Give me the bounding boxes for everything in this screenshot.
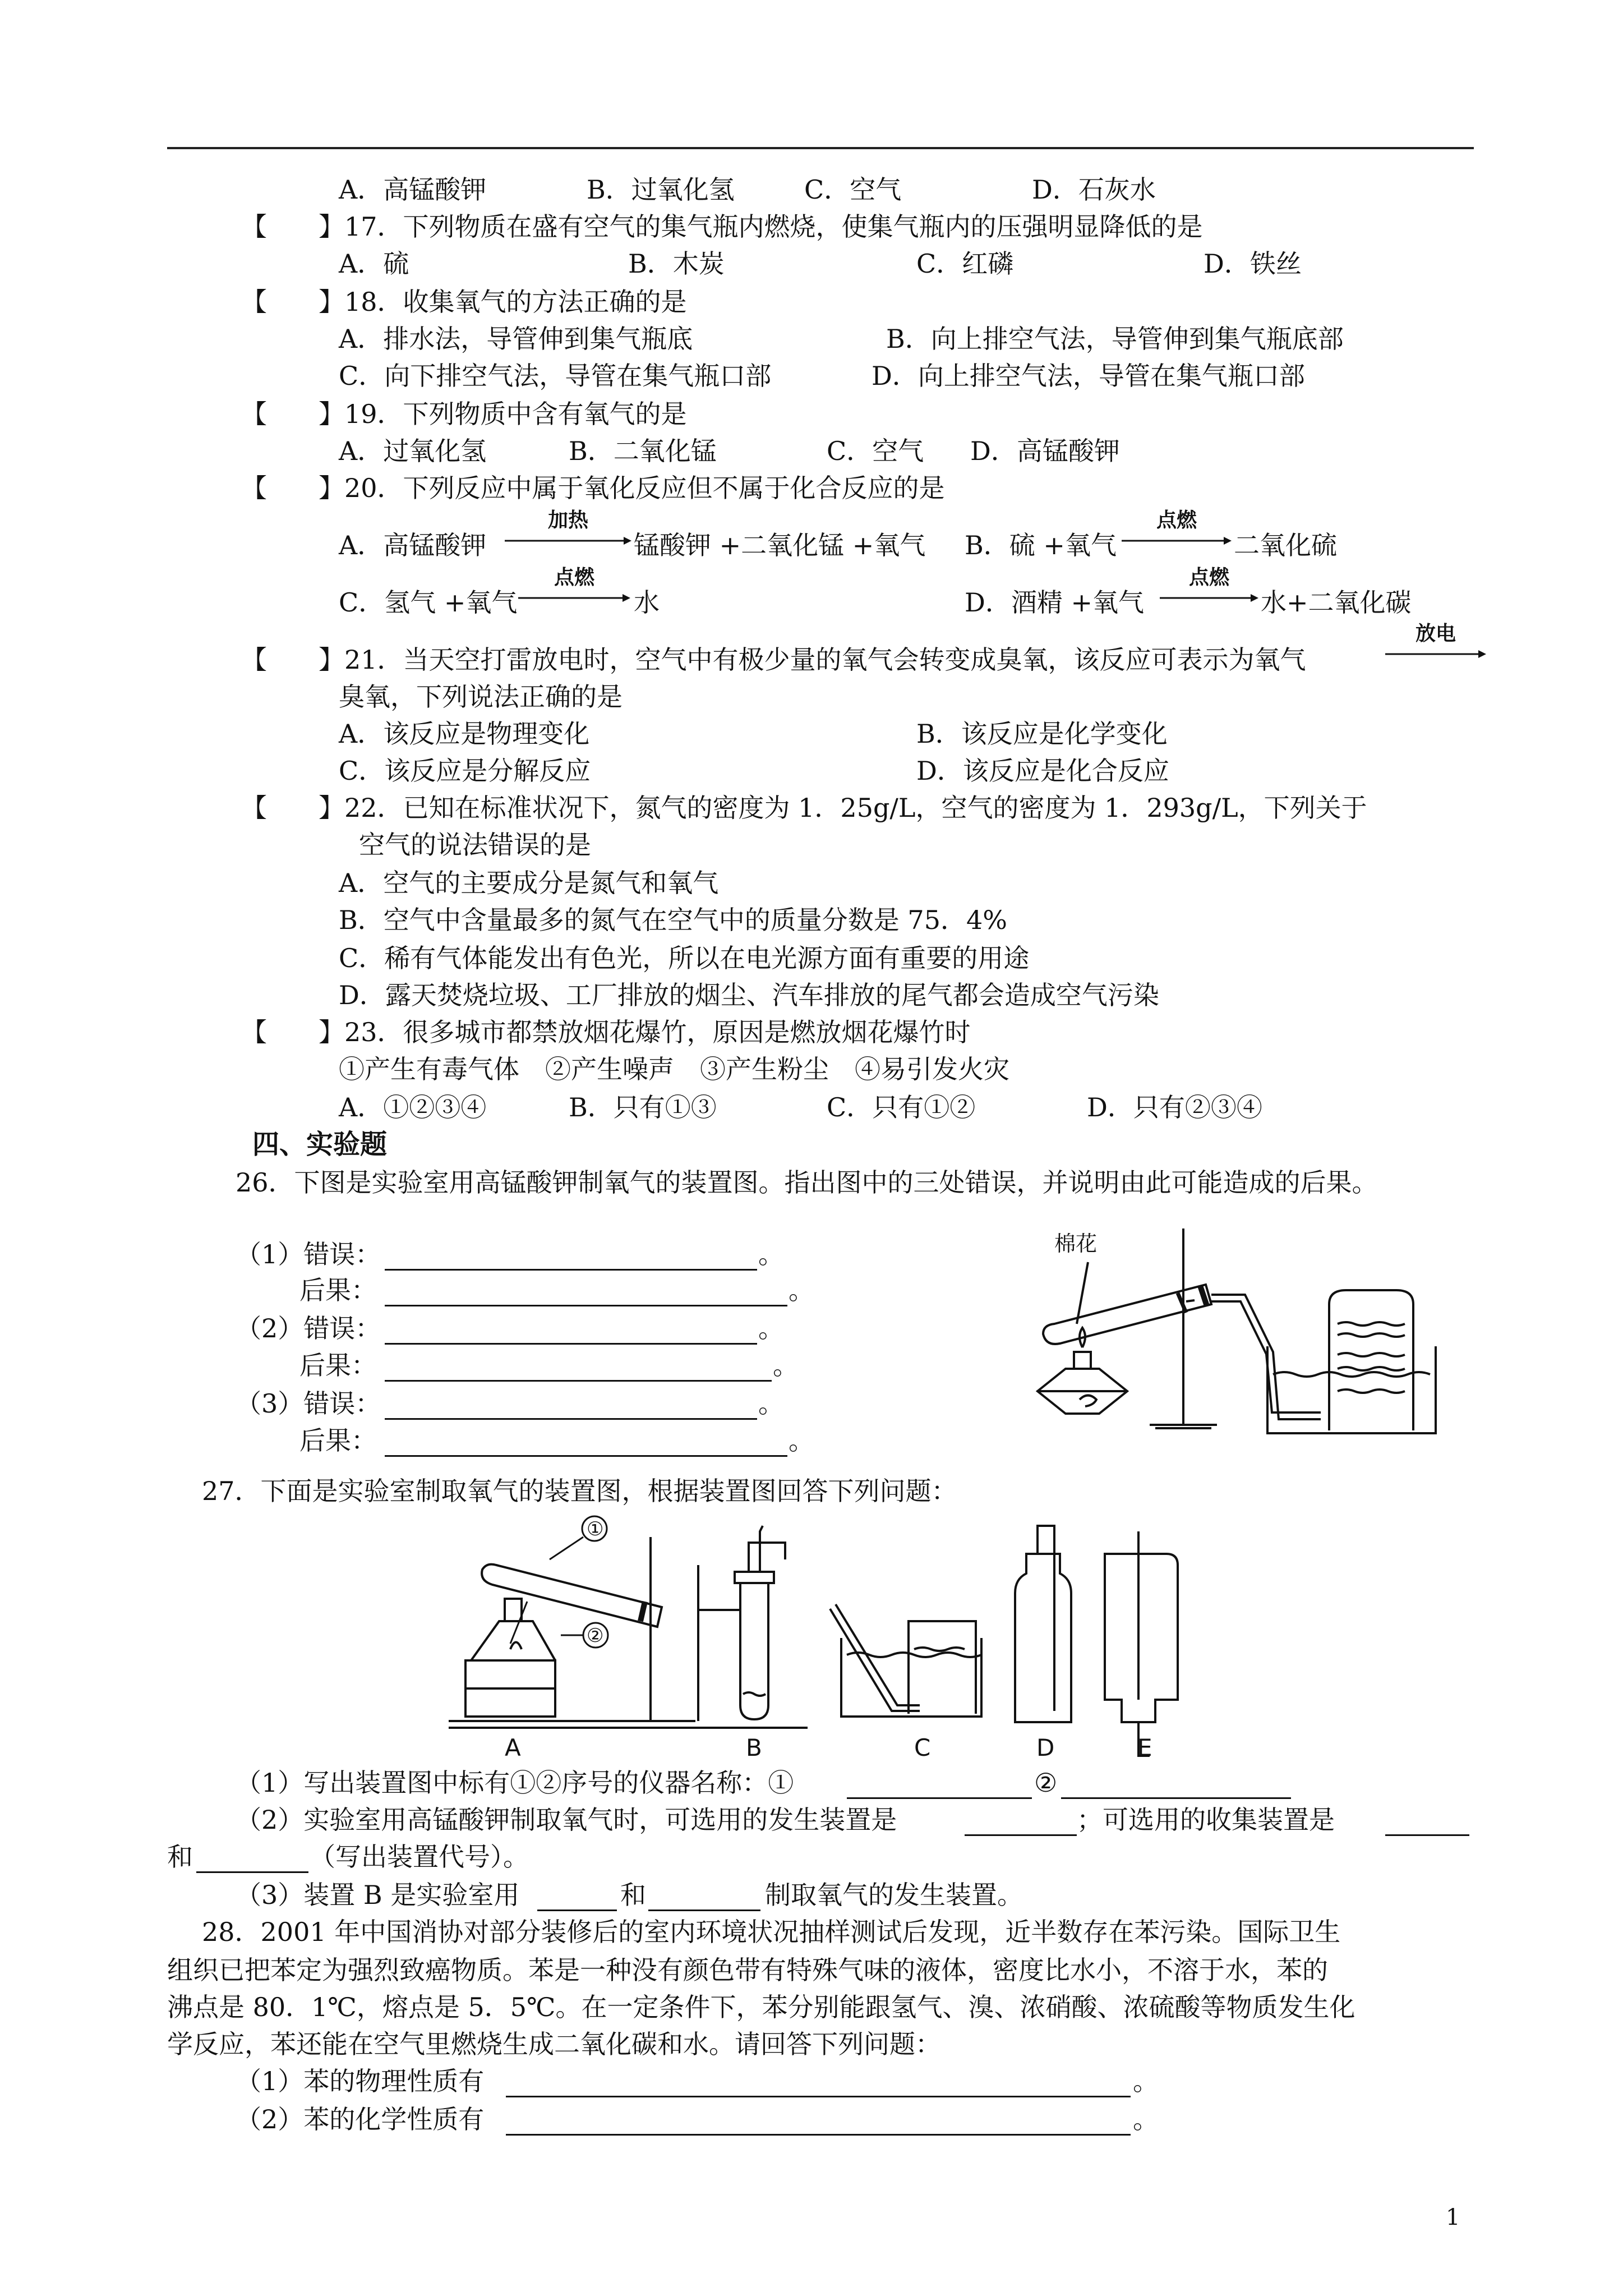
q28-blank-1[interactable]: [506, 2096, 1131, 2097]
arrow-icon: [1385, 646, 1486, 663]
q27-part1: （1）写出装置图中标有①②序号的仪器名称：①: [236, 1768, 794, 1798]
q27-part2-c: 和: [167, 1842, 193, 1872]
q23-opt-d: D．只有②③④: [1087, 1092, 1262, 1122]
q21-opt-c: C．该反应是分解反应: [339, 756, 591, 786]
q21-condition: 放电: [1415, 622, 1456, 645]
q22-opt-b: B．空气中含量最多的氮气在空气中的质量分数是 75．4%: [339, 905, 1007, 935]
q20-c-right: 水: [634, 587, 660, 618]
q27-label-c: C: [914, 1734, 931, 1761]
arrow-icon: [1160, 590, 1258, 607]
q26-stem: 26．下图是实验室用高锰酸钾制氧气的装置图。指出图中的三处错误，并说明由此可能造成的后果。: [236, 1167, 1378, 1198]
q19-stem: 【 】19．下列物质中含有氧气的是: [241, 399, 687, 429]
q28-line-3: 沸点是 80．1℃，熔点是 5．5℃。在一定条件下，苯分别能跟氢气、溴、浓硝酸、浓硫酸等物质发生化: [167, 1992, 1355, 2022]
q27-blank-7[interactable]: [648, 1910, 760, 1911]
q20-c-arrow: [518, 566, 630, 609]
q28-line-2: 组织已把苯定为强烈致癌物质。苯是一种没有颜色带有特殊气味的液体，密度比水小，不溶于水，苯的: [167, 1955, 1328, 1985]
q28-part1-period: 。: [1133, 2066, 1159, 2096]
q27-part2-b: ；可选用的收集装置是: [1077, 1805, 1335, 1835]
q28-line-4: 学反应，苯还能在空气里燃烧生成二氧化碳和水。请回答下列问题：: [167, 2029, 941, 2059]
q20-c-left: C．氢气 +氧气: [339, 587, 518, 618]
q20-a-right: 锰酸钾 +二氧化锰 +氧气: [634, 530, 926, 560]
q20-d-arrow: [1160, 566, 1258, 609]
q18-opt-d: D．向上排空气法，导管在集气瓶口部: [872, 361, 1305, 391]
q26-error-2-label: （2）错误：: [236, 1313, 381, 1343]
q27-blank-6[interactable]: [537, 1910, 617, 1911]
q20-b-right: 二氧化硫: [1234, 530, 1337, 560]
arrow-icon: [505, 533, 631, 550]
q26-result-3-period: 。: [789, 1425, 814, 1456]
q22-opt-c: C．稀有气体能发出有色光，所以在电光源方面有重要的用途: [339, 943, 1030, 973]
q20-a-arrow: [505, 509, 631, 552]
q16-opt-b: B．过氧化氢: [587, 174, 735, 205]
q26-error-1-blank[interactable]: [385, 1269, 757, 1271]
q26-result-1-label: 后果：: [299, 1275, 377, 1305]
q20-b-condition: 点燃: [1156, 509, 1197, 532]
q27-label-d: D: [1036, 1734, 1055, 1761]
q26-result-1-blank[interactable]: [385, 1305, 787, 1306]
q22-stem: 【 】22．已知在标准状况下，氮气的密度为 1．25g/L，空气的密度为 1．293g/L，下列关于: [241, 793, 1367, 823]
q26-result-2-label: 后果：: [299, 1350, 377, 1381]
q26-cotton-label: 棉花: [1054, 1231, 1098, 1256]
q26-apparatus-figure: [1015, 1206, 1475, 1442]
q17-opt-c: C．红磷: [916, 249, 1014, 279]
q26-error-2-period: 。: [758, 1313, 784, 1343]
q22-opt-d: D．露天焚烧垃圾、工厂排放的烟尘、汽车排放的尾气都会造成空气污染: [339, 980, 1159, 1010]
section-heading: 四、实验题: [252, 1129, 388, 1160]
q23-opt-a: A．①②③④: [339, 1092, 487, 1122]
q26-result-1-period: 。: [789, 1275, 814, 1305]
q27-label-a: A: [505, 1734, 521, 1761]
q18-opt-c: C．向下排空气法，导管在集气瓶口部: [339, 361, 772, 391]
q28-part1: （1）苯的物理性质有: [236, 2066, 485, 2096]
q20-d-condition: 点燃: [1188, 566, 1229, 589]
q21-stem-cont: 臭氧，下列说法正确的是: [339, 682, 623, 712]
q20-c-condition: 点燃: [554, 566, 594, 589]
q28-line-1: 28．2001 年中国消协对部分装修后的室内环境状况抽样测试后发现，近半数存在苯污染。国际卫生: [202, 1917, 1341, 1947]
q27-part3-c: 制取氧气的发生装置。: [765, 1880, 1023, 1910]
q20-b-arrow: [1122, 509, 1232, 552]
q21-opt-a: A．该反应是物理变化: [339, 719, 590, 749]
q27-part3-b: 和: [620, 1880, 646, 1910]
q21-opt-b: B．该反应是化学变化: [916, 719, 1168, 749]
q16-opt-a: A．高锰酸钾: [339, 174, 487, 205]
q28-part2: （2）苯的化学性质有: [236, 2104, 485, 2134]
header-rule: [167, 147, 1474, 149]
q22-opt-a: A．空气的主要成分是氮气和氧气: [339, 868, 719, 898]
q23-opt-b: B．只有①③: [569, 1092, 717, 1122]
q27-blank-1[interactable]: [847, 1797, 1032, 1799]
q26-result-2-blank[interactable]: [385, 1380, 772, 1382]
q20-stem: 【 】20．下列反应中属于氧化反应但不属于化合反应的是: [241, 473, 945, 503]
q28-part2-period: 。: [1133, 2104, 1159, 2134]
q27-blank-5[interactable]: [196, 1871, 308, 1873]
q26-error-2-blank[interactable]: [385, 1343, 757, 1345]
q19-opt-a: A．过氧化氢: [339, 436, 487, 466]
q21-opt-d: D．该反应是化合反应: [916, 756, 1169, 786]
q26-result-2-period: 。: [773, 1350, 799, 1381]
q27-stem: 27．下面是实验室制取氧气的装置图，根据装置图回答下列问题：: [202, 1476, 957, 1506]
q20-d-left: D．酒精 +氧气: [965, 587, 1145, 618]
q21-arrow: [1385, 622, 1486, 665]
q20-a-left: A．高锰酸钾: [339, 530, 487, 560]
q26-error-1-period: 。: [758, 1239, 784, 1269]
q19-opt-d: D．高锰酸钾: [970, 436, 1120, 466]
q28-blank-2[interactable]: [506, 2134, 1131, 2136]
q18-opt-a: A．排水法，导管伸到集气瓶底: [339, 324, 693, 354]
q27-apparatus-figure: [449, 1509, 1234, 1767]
q27-blank-3[interactable]: [965, 1834, 1077, 1836]
q27-blank-2[interactable]: [1061, 1797, 1291, 1799]
q16-opt-c: C．空气: [804, 174, 902, 205]
arrow-icon: [518, 590, 630, 607]
q26-error-3-label: （3）错误：: [236, 1388, 381, 1419]
q17-opt-a: A．硫: [339, 249, 409, 279]
q16-opt-d: D．石灰水: [1032, 174, 1156, 205]
page-number: 1: [1446, 2205, 1460, 2230]
q20-a-condition: 加热: [547, 509, 588, 532]
q26-error-3-period: 。: [758, 1388, 784, 1419]
q21-stem: 【 】21．当天空打雷放电时，空气中有极少量的氧气会转变成臭氧，该反应可表示为氧气: [241, 645, 1306, 675]
arrow-icon: [1122, 533, 1232, 550]
q27-marker-2: ②: [587, 1625, 604, 1647]
q27-label-b: B: [746, 1734, 762, 1761]
q27-part2-d: （写出装置代号）。: [310, 1842, 529, 1872]
q23-stem: 【 】23．很多城市都禁放烟花爆竹，原因是燃放烟花爆竹时: [241, 1017, 971, 1047]
q17-opt-d: D．铁丝: [1204, 249, 1302, 279]
q20-d-right: 水+二氧化碳: [1261, 587, 1412, 618]
q27-part3: （3）装置 B 是实验室用: [236, 1880, 520, 1910]
q26-error-3-blank[interactable]: [385, 1418, 757, 1420]
q19-opt-c: C．空气: [827, 436, 924, 466]
q18-opt-b: B．向上排空气法，导管伸到集气瓶底部: [886, 324, 1344, 354]
q23-items: ①产生有毒气体 ②产生噪声 ③产生粉尘 ④易引发火灾: [339, 1054, 1009, 1084]
q26-result-3-label: 后果：: [299, 1425, 377, 1456]
q18-stem: 【 】18．收集氧气的方法正确的是: [241, 287, 687, 317]
q17-stem: 【 】17．下列物质在盛有空气的集气瓶内燃烧，使集气瓶内的压强明显降低的是: [241, 211, 1203, 242]
q27-label-e: E: [1137, 1734, 1152, 1761]
q26-result-3-blank[interactable]: [385, 1455, 787, 1457]
q27-part1-marker2: ②: [1034, 1768, 1058, 1798]
q20-b-left: B．硫 +氧气: [965, 530, 1117, 560]
q26-error-1-label: （1）错误：: [236, 1239, 381, 1269]
q22-stem-cont: 空气的说法错误的是: [359, 830, 591, 860]
q27-blank-4[interactable]: [1385, 1834, 1469, 1836]
q27-marker-1: ①: [587, 1518, 604, 1540]
q23-opt-c: C．只有①②: [827, 1092, 976, 1122]
q19-opt-b: B．二氧化锰: [569, 436, 717, 466]
q27-part2: （2）实验室用高锰酸钾制取氧气时，可选用的发生装置是: [236, 1805, 897, 1835]
q17-opt-b: B．木炭: [628, 249, 725, 279]
